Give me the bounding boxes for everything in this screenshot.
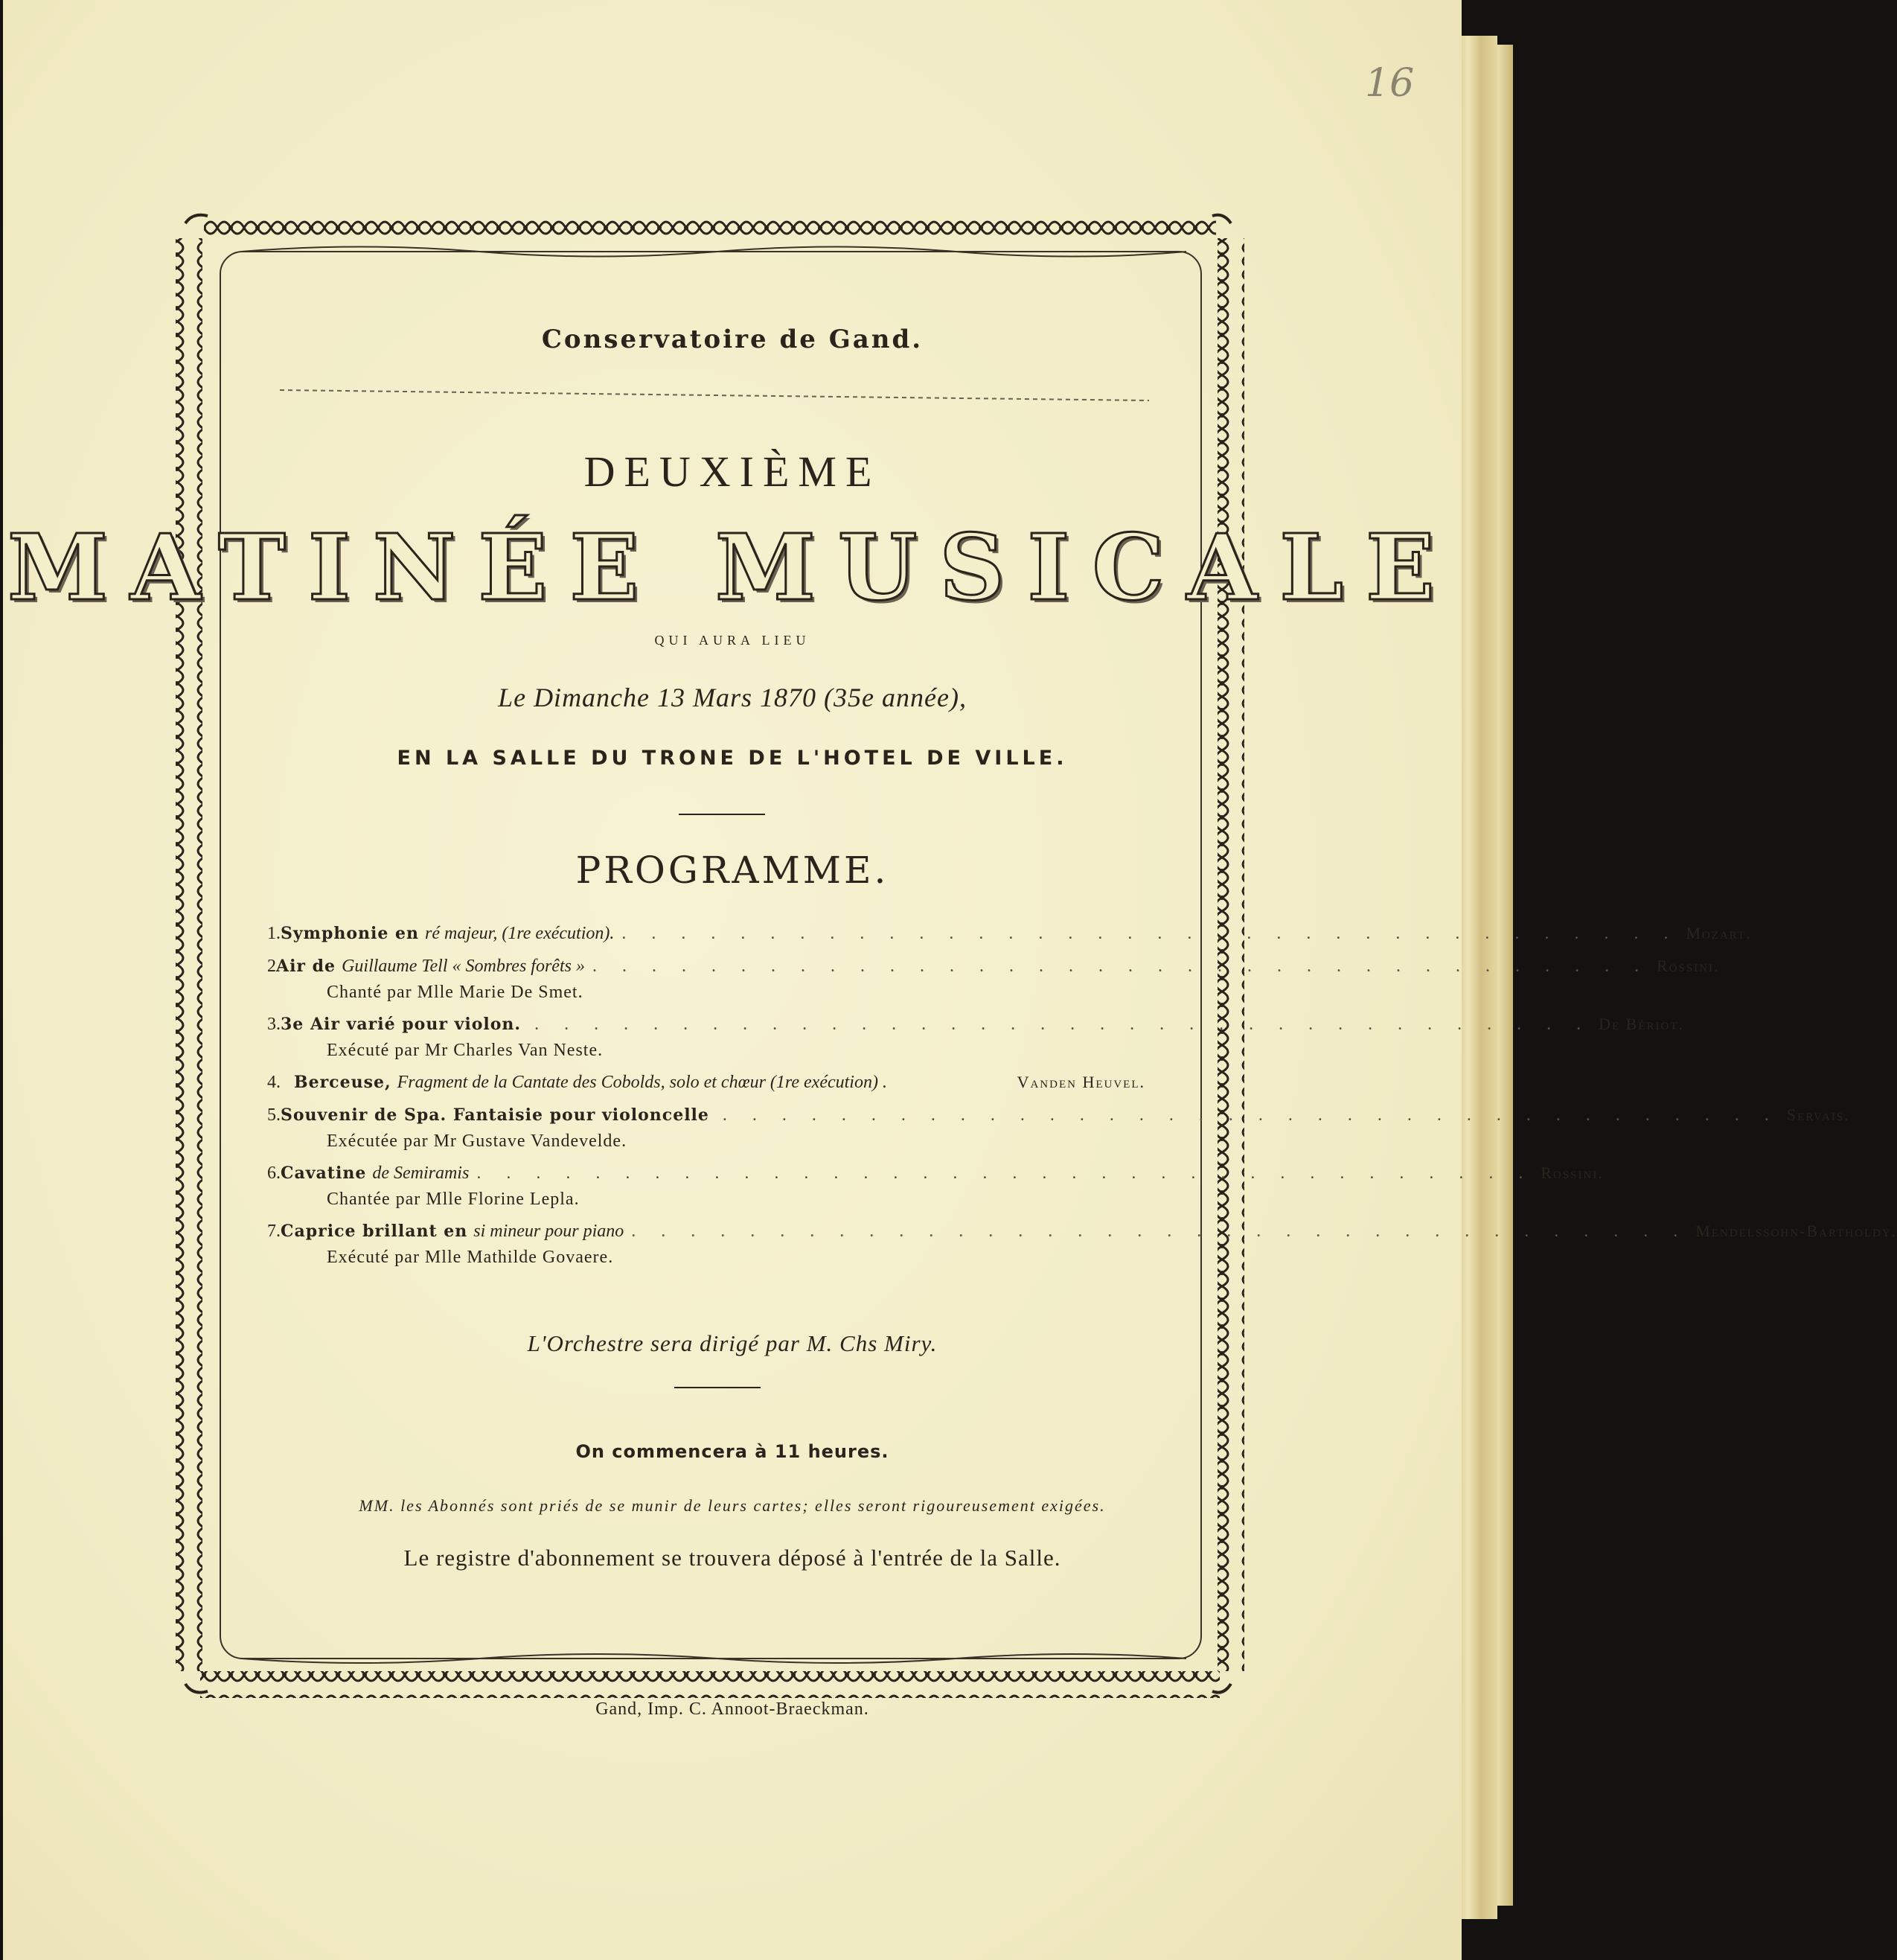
event-date: Le Dimanche 13 Mars 1870 (35e année), xyxy=(498,683,967,712)
item-performer: Exécuté par Mr Charles Van Neste. xyxy=(327,1041,604,1060)
venue: EN LA SALLE DU TRONE DE L'HOTEL DE VILLE. xyxy=(397,747,1068,770)
item-title: 3e Air varié pour violon. xyxy=(281,1015,522,1034)
main-title: MATINÉE MUSICALE xyxy=(7,514,1457,621)
leader-dots: . . . . . . . . . . . . . . . . . . . . . . . . . . . . . . . . . . . . xyxy=(621,924,1679,943)
subtitle: QUI AURA LIEU xyxy=(654,633,810,648)
subscriber-notice: MM. les Abonnés sont priés de se munir de leurs cartes; elles seront rigoureusement exigées. xyxy=(359,1496,1106,1515)
programme-item xyxy=(267,1011,1684,1063)
folio-number: 16 xyxy=(1365,61,1415,106)
printer-imprint: Gand, Imp. C. Annoot-Braeckman. xyxy=(595,1699,869,1719)
item-detail: si mineur pour piano xyxy=(473,1222,624,1241)
item-detail: ré majeur, (1re exécution). xyxy=(425,924,615,943)
item-performer: Exécutée par Mr Gustave Vandevelde. xyxy=(327,1131,627,1151)
item-composer: Servais. xyxy=(1786,1105,1850,1124)
item-composer: Mendelssohn-Bartholdy. xyxy=(1695,1222,1897,1240)
programme-list xyxy=(267,920,1897,1270)
leader-dots: . . . . . . . . . . . . . . . . . . . . . . . . . . . . . . . . . . . . xyxy=(592,957,1649,976)
item-number: 5. xyxy=(267,1105,281,1125)
conductor-line: L'Orchestre sera dirigé par M. Chs Miry. xyxy=(527,1330,938,1356)
item-number: 4. xyxy=(267,1073,281,1092)
leader-dots: . . . . . . . . . . . . . . . . . . . . . . . . . . . . . . . . . . . . xyxy=(534,1015,1592,1034)
programme-item xyxy=(267,920,1752,947)
item-composer: Mozart. xyxy=(1686,924,1752,942)
item-number: 6. xyxy=(267,1163,281,1183)
item-detail: de Semiramis xyxy=(372,1163,470,1183)
item-performer: Chantée par Mlle Florine Lepla. xyxy=(327,1190,580,1209)
programme-heading: PROGRAMME. xyxy=(575,849,889,892)
item-composer: Rossini. xyxy=(1541,1163,1604,1182)
start-time: On commencera à 11 heures. xyxy=(575,1441,889,1462)
ordinal-heading: DEUXIÈME xyxy=(583,447,881,496)
item-title: Berceuse, xyxy=(294,1073,391,1092)
item-title: Caprice brillant en xyxy=(281,1222,468,1241)
item-performer: Chanté par Mlle Marie De Smet. xyxy=(327,983,583,1002)
item-detail: Guillaume Tell « Sombres forêts » xyxy=(342,957,585,976)
programme-item xyxy=(267,1160,1604,1212)
programme-item xyxy=(267,1102,1850,1154)
leader-dots: . . . . . . . . . . . . . . . . . . . . . . . . . . . . . . . . . . . . xyxy=(722,1105,1779,1125)
document-page xyxy=(3,0,1897,1960)
item-title: Air de xyxy=(276,957,336,976)
programme-item xyxy=(267,1218,1897,1270)
item-number: 2 xyxy=(267,957,276,976)
item-performer: Exécuté par Mlle Mathilde Govaere. xyxy=(327,1248,614,1267)
item-number: 3. xyxy=(267,1015,281,1034)
item-detail: Fragment de la Cantate des Cobolds, solo et chœur (1re exécution) . xyxy=(397,1073,887,1092)
item-title: Cavatine xyxy=(281,1163,367,1183)
item-composer: De Bériot. xyxy=(1599,1015,1684,1033)
item-composer: Vanden Heuvel. xyxy=(1017,1073,1145,1091)
register-notice: Le registre d'abonnement se trouvera déposé à l'entrée de la Salle. xyxy=(403,1545,1061,1571)
item-title: Souvenir de Spa. Fantaisie pour violoncelle xyxy=(281,1105,709,1125)
item-number: 1. xyxy=(267,924,281,943)
programme-item xyxy=(267,1069,1145,1096)
item-title: Symphonie en xyxy=(281,924,420,943)
item-composer: Rossini. xyxy=(1656,957,1720,975)
leader-dots: . . . . . . . . . . . . . . . . . . . . . . . . . . . . . . . . . . . . xyxy=(631,1222,1689,1241)
leader-dots: . . . . . . . . . . . . . . . . . . . . . . . . . . . . . . . . . . . . xyxy=(476,1163,1534,1183)
programme-item xyxy=(267,953,1720,1005)
institution-name: Conservatoire de Gand. xyxy=(541,325,924,354)
item-number: 7. xyxy=(267,1222,281,1241)
